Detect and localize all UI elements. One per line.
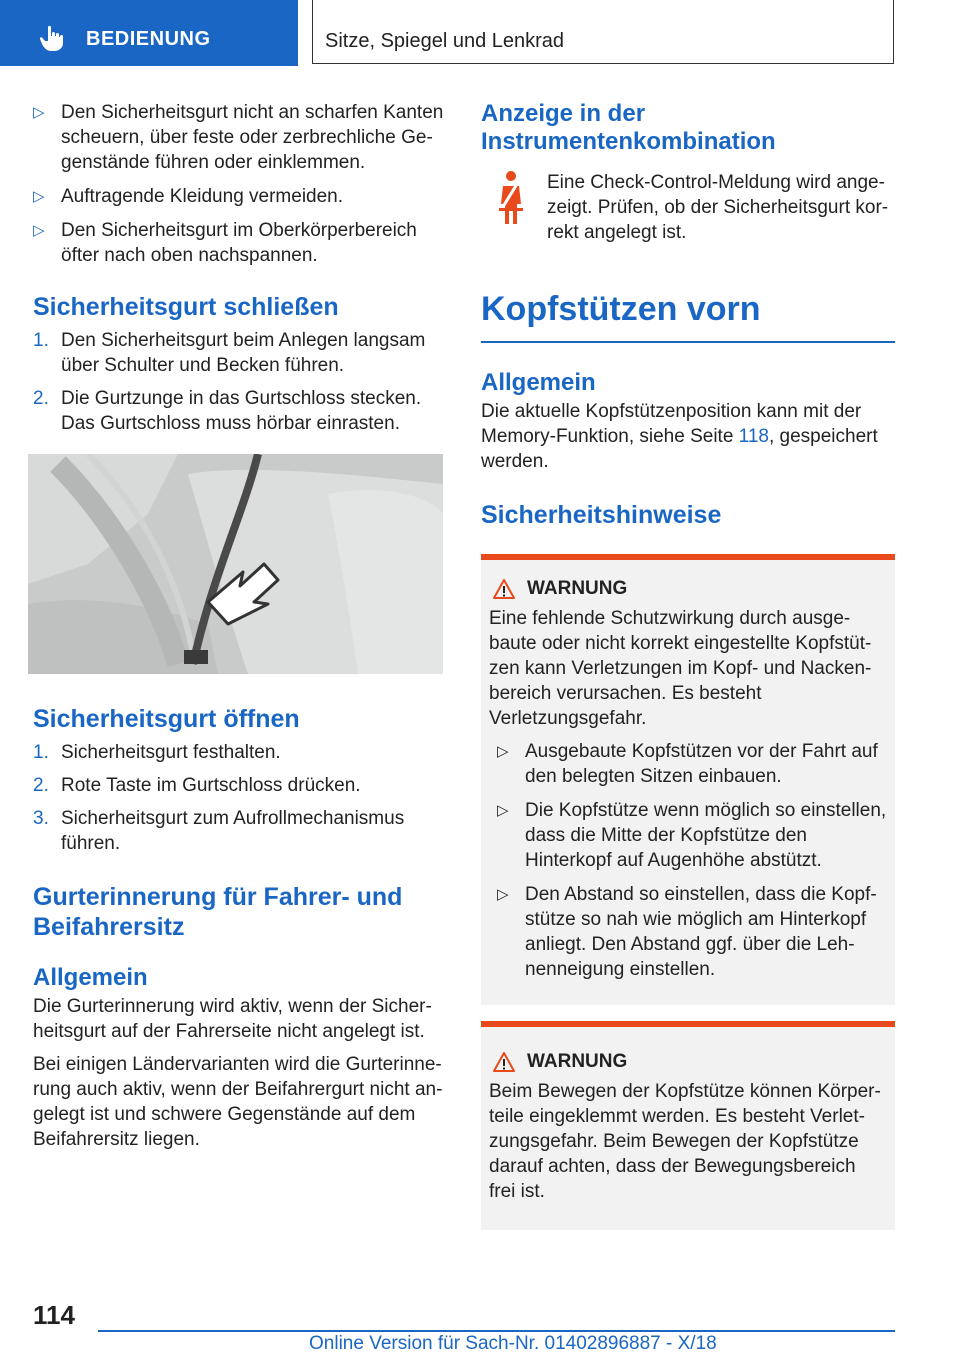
heading-sicherheitshinweise: Sicherheitshinweise: [481, 500, 722, 529]
warning-triangle-icon: [493, 1052, 515, 1072]
warning-header: [489, 1051, 887, 1073]
triangle-bullet-icon: ▷: [33, 188, 45, 205]
warning-label: WARNUNG: [527, 1050, 628, 1072]
heading-gurterinnerung: Gurterinnerung für Fahrer- und Beifahrersitz: [33, 883, 403, 941]
list-item: 2. Rote Taste im Gurtschloss drücken.: [33, 775, 361, 796]
list-item: 1. Sicherheitsgurt festhalten.: [33, 742, 281, 763]
right-column: [481, 100, 895, 1230]
online-version-text: Online Version für Sach-Nr. 01402896887 - X/18: [309, 1333, 717, 1354]
seatbelt-warning-icon-wrap: [481, 170, 547, 245]
triangle-bullet-icon: ▷: [497, 742, 509, 760]
chapter-header: [312, 0, 894, 64]
triangle-bullet-icon: ▷: [497, 885, 509, 903]
bullet-list-top: [33, 100, 445, 268]
paragraph-kopfstuetzen-allgemein: Die aktuelle Kopfstützenposition kann mit der Memory-Funktion, siehe Seite 118, gespeichert werden.: [481, 400, 878, 472]
warning-bar: [481, 1021, 895, 1027]
warning-header: [489, 578, 887, 600]
warning-triangle-icon: [493, 579, 515, 599]
paragraph-gurterinnerung-1: Die Gurterinnerung wird aktiv, wenn der Sicherheitsgurt auf der Fahrerseite nicht angelegt ist.: [33, 996, 432, 1042]
warning-box-2: [481, 1021, 895, 1230]
footer-divider: [98, 1330, 895, 1332]
page-link-118[interactable]: 118: [738, 425, 769, 447]
warning-text: Eine fehlende Schutzwirkung durch ausgebaute oder nicht korrekt eingestellte Kopfstützen kann Verletzungen im Kopf- und Nackenbereich verursachen. Es besteht Verletzungsgefahr.: [489, 607, 872, 729]
heading-schliessen: Sicherheitsgurt schließen: [33, 293, 339, 321]
list-item: ▷ Den Sicherheitsgurt im Oberkörperbereich öfter nach oben nachspannen.: [33, 220, 417, 266]
list-item: ▷ Die Kopfstütze wenn möglich so einstellen, dass die Mitte der Kopfstütze den Hinterkopf auf Augenhöhe abstützt.: [497, 799, 887, 871]
chapter-title: Sitze, Spiegel und Lenkrad: [325, 30, 565, 52]
triangle-bullet-icon: ▷: [33, 104, 45, 121]
seatbelt-buckle-photo: [28, 454, 443, 674]
steps-oeffnen: [33, 740, 445, 856]
triangle-bullet-icon: ▷: [497, 801, 509, 819]
hand-pointer-icon: [38, 24, 66, 52]
heading-oeffnen: Sicherheitsgurt öffnen: [33, 705, 300, 733]
warning-box-1: [481, 554, 895, 1005]
list-item: ▷ Auftragende Kleidung vermeiden.: [33, 186, 344, 207]
subheading-allgemein-right: Allgemein: [481, 368, 596, 396]
list-item: ▷ Ausgebaute Kopfstützen vor der Fahrt auf den belegten Sitzen einbauen.: [497, 740, 878, 787]
heading-anzeige: Anzeige in der Instrumentenkombination: [481, 100, 776, 155]
heading-divider: [481, 341, 895, 343]
anzeige-block: [481, 170, 895, 245]
steps-schliessen: [33, 328, 445, 436]
list-item: 1. Den Sicherheitsgurt beim Anlegen langsam über Schulter und Becken führen.: [33, 330, 426, 376]
triangle-bullet-icon: ▷: [33, 222, 45, 239]
page-number: 114: [33, 1300, 75, 1330]
warning-bullet-list: [497, 739, 887, 982]
heading-kopfstuetzen: Kopfstützen vorn: [481, 290, 761, 328]
anzeige-text: Eine Check-Control-Meldung wird angezeigt. Prüfen, ob der Sicherheitsgurt korrekt angelegt ist.: [547, 172, 889, 243]
section-label: BEDIENUNG: [86, 28, 211, 50]
list-item: ▷ Den Sicherheitsgurt nicht an scharfen Kanten scheuern, über feste oder zerbrechliche Gegenstände führen oder einklemmen.: [33, 102, 444, 173]
list-item: 2. Die Gurtzunge in das Gurtschloss stecken. Das Gurtschloss muss hörbar einrasten.: [33, 388, 422, 434]
list-item: 3. Sicherheitsgurt zum Aufrollmechanismus führen.: [33, 808, 405, 854]
warning-label: WARNUNG: [527, 577, 628, 599]
seat-illustration: [28, 454, 443, 674]
paragraph-gurterinnerung-2: Bei einigen Ländervarianten wird die Gurterinnerung auch aktiv, wenn der Beifahrergurt nicht angelegt ist und schwere Gegenstände auf dem Beifahrersitz liegen.: [33, 1054, 443, 1150]
subheading-allgemein-left: Allgemein: [33, 964, 148, 991]
warning-text: Beim Bewegen der Kopfstütze können Körperteile eingeklemmt werden. Es besteht Verletzungsgefahr. Beim Bewegen der Kopfstütze darauf achten, dass der Bewegungsbereich frei ist.: [489, 1080, 881, 1202]
warning-bar: [481, 554, 895, 560]
section-tab[interactable]: [0, 0, 298, 66]
list-item: ▷ Den Abstand so einstellen, dass die Kopfstütze so nah wie möglich am Hinterkopf anliegt. Den Abstand ggf. über die Lehnenneigung einstellen.: [497, 883, 877, 980]
seatbelt-warning-icon: [495, 170, 525, 226]
left-column: [33, 100, 445, 1152]
